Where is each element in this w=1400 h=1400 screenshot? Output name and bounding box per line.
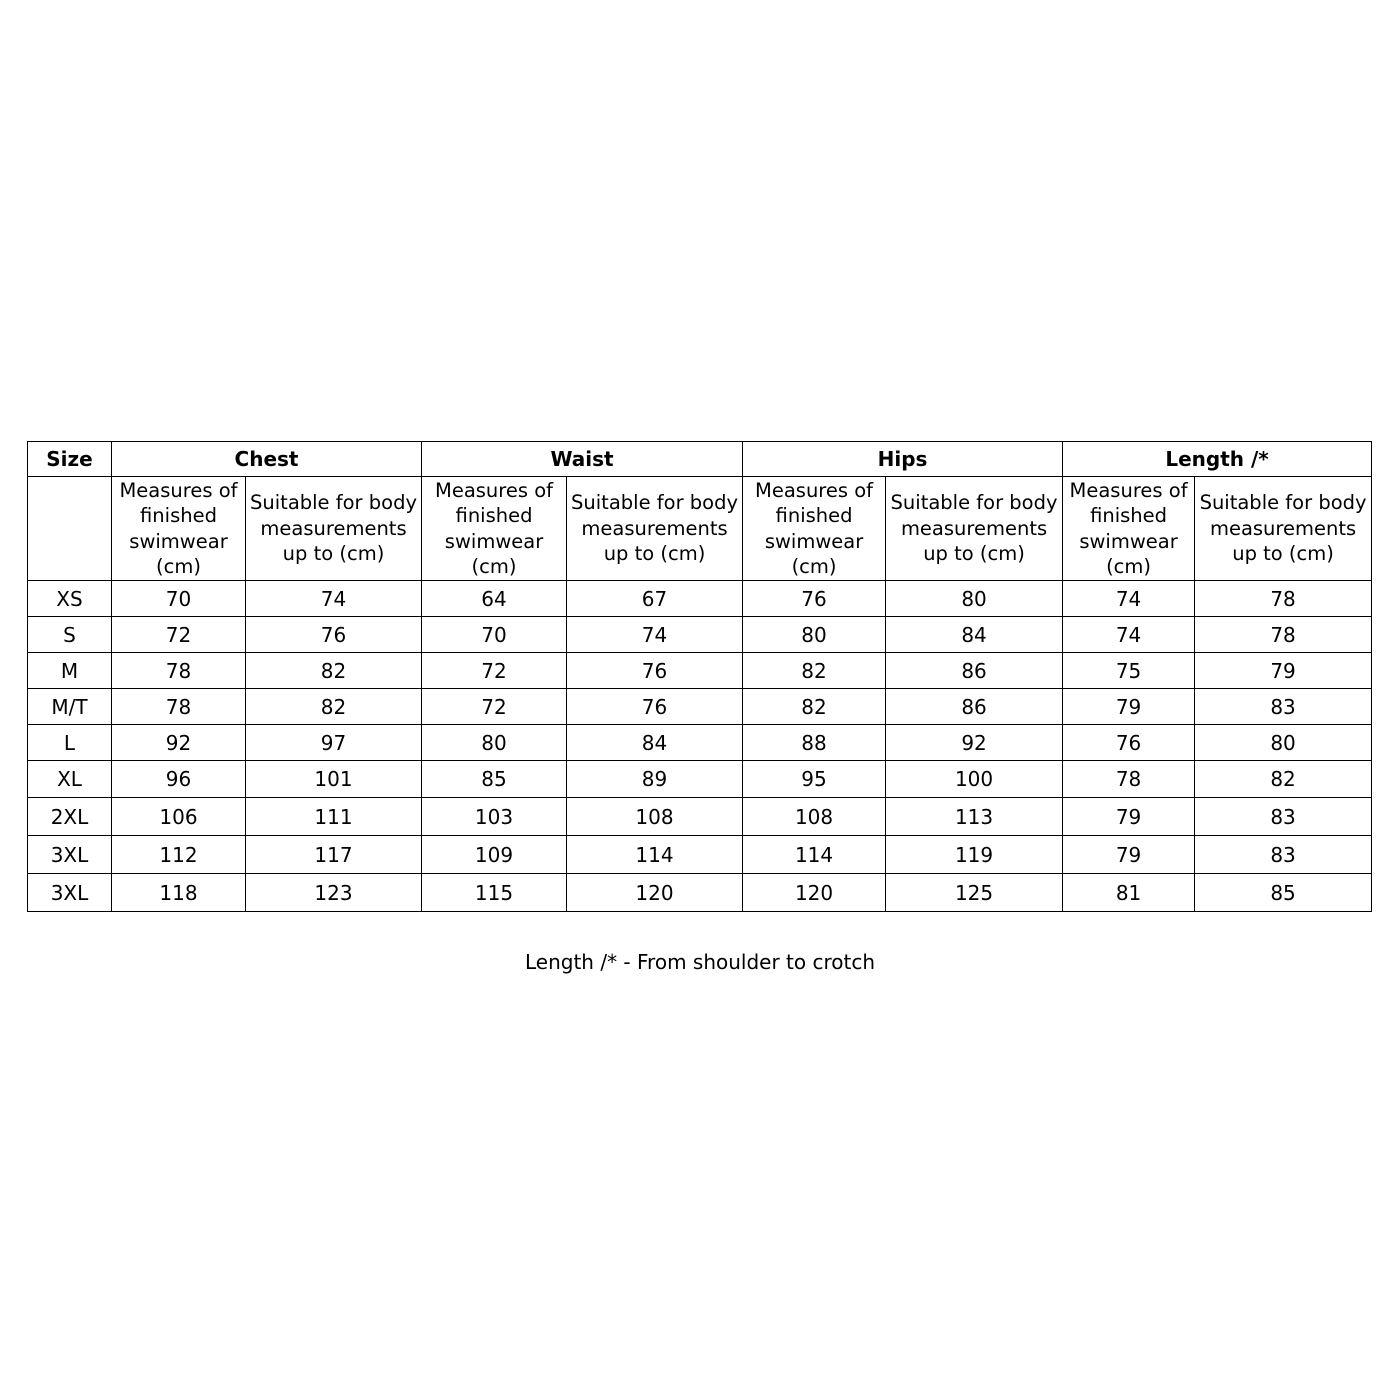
chest-header: Chest — [112, 442, 422, 477]
value-cell: 82 — [743, 689, 886, 725]
value-cell: 84 — [567, 725, 743, 761]
table-row — [28, 761, 1372, 798]
value-cell: 67 — [567, 581, 743, 617]
value-cell: 123 — [246, 874, 422, 912]
value-cell: 118 — [112, 874, 246, 912]
table-row — [28, 617, 1372, 653]
value-cell: 72 — [422, 653, 567, 689]
size-header: Size — [28, 442, 112, 477]
size-cell: 3XL — [28, 874, 112, 912]
value-cell: 82 — [1195, 761, 1372, 798]
length-header: Length /* — [1063, 442, 1372, 477]
value-cell: 70 — [112, 581, 246, 617]
value-cell: 76 — [743, 581, 886, 617]
value-cell: 72 — [422, 689, 567, 725]
value-cell: 119 — [886, 836, 1063, 874]
table-row — [28, 874, 1372, 912]
size-cell: 3XL — [28, 836, 112, 874]
value-cell: 64 — [422, 581, 567, 617]
value-cell: 103 — [422, 798, 567, 836]
value-cell: 76 — [246, 617, 422, 653]
value-cell: 78 — [112, 689, 246, 725]
value-cell: 112 — [112, 836, 246, 874]
value-cell: 108 — [567, 798, 743, 836]
value-cell: 80 — [422, 725, 567, 761]
value-cell: 85 — [1195, 874, 1372, 912]
footnote: Length /* - From shoulder to crotch — [524, 950, 876, 974]
value-cell: 115 — [422, 874, 567, 912]
value-cell: 92 — [886, 725, 1063, 761]
waist-header: Waist — [422, 442, 743, 477]
size-cell: M — [28, 653, 112, 689]
value-cell: 80 — [886, 581, 1063, 617]
value-cell: 97 — [246, 725, 422, 761]
value-cell: 83 — [1195, 689, 1372, 725]
value-cell: 70 — [422, 617, 567, 653]
size-cell: XL — [28, 761, 112, 798]
size-cell: S — [28, 617, 112, 653]
value-cell: 79 — [1063, 798, 1195, 836]
value-cell: 109 — [422, 836, 567, 874]
hips-header: Hips — [743, 442, 1063, 477]
value-cell: 76 — [1063, 725, 1195, 761]
size-chart-table — [27, 441, 1372, 912]
chest-measures-subheader: Measures of finished swimwear (cm) — [112, 477, 246, 581]
value-cell: 82 — [743, 653, 886, 689]
value-cell: 92 — [112, 725, 246, 761]
value-cell: 83 — [1195, 836, 1372, 874]
value-cell: 106 — [112, 798, 246, 836]
table-row — [28, 653, 1372, 689]
value-cell: 76 — [567, 689, 743, 725]
value-cell: 82 — [246, 653, 422, 689]
empty-size-subheader — [28, 477, 112, 581]
value-cell: 74 — [1063, 581, 1195, 617]
size-cell: M/T — [28, 689, 112, 725]
value-cell: 78 — [112, 653, 246, 689]
value-cell: 78 — [1195, 617, 1372, 653]
value-cell: 117 — [246, 836, 422, 874]
value-cell: 125 — [886, 874, 1063, 912]
value-cell: 113 — [886, 798, 1063, 836]
length-measures-subheader: Measures of finished swimwear (cm) — [1063, 477, 1195, 581]
value-cell: 79 — [1063, 689, 1195, 725]
value-cell: 84 — [886, 617, 1063, 653]
value-cell: 114 — [567, 836, 743, 874]
table-row — [28, 836, 1372, 874]
value-cell: 78 — [1195, 581, 1372, 617]
value-cell: 120 — [743, 874, 886, 912]
value-cell: 100 — [886, 761, 1063, 798]
value-cell: 120 — [567, 874, 743, 912]
value-cell: 79 — [1195, 653, 1372, 689]
value-cell: 80 — [1195, 725, 1372, 761]
chest-suitable-subheader: Suitable for body measurements up to (cm) — [246, 477, 422, 581]
value-cell: 79 — [1063, 836, 1195, 874]
value-cell: 89 — [567, 761, 743, 798]
waist-measures-subheader: Measures of finished swimwear (cm) — [422, 477, 567, 581]
value-cell: 75 — [1063, 653, 1195, 689]
value-cell: 114 — [743, 836, 886, 874]
value-cell: 74 — [567, 617, 743, 653]
value-cell: 86 — [886, 653, 1063, 689]
value-cell: 76 — [567, 653, 743, 689]
table-body — [28, 581, 1372, 912]
value-cell: 83 — [1195, 798, 1372, 836]
value-cell: 74 — [246, 581, 422, 617]
value-cell: 111 — [246, 798, 422, 836]
value-cell: 85 — [422, 761, 567, 798]
waist-suitable-subheader: Suitable for body measurements up to (cm) — [567, 477, 743, 581]
table-row — [28, 689, 1372, 725]
size-cell: L — [28, 725, 112, 761]
value-cell: 88 — [743, 725, 886, 761]
value-cell: 72 — [112, 617, 246, 653]
hips-measures-subheader: Measures of finished swimwear (cm) — [743, 477, 886, 581]
table-row — [28, 581, 1372, 617]
value-cell: 80 — [743, 617, 886, 653]
value-cell: 101 — [246, 761, 422, 798]
size-cell: 2XL — [28, 798, 112, 836]
value-cell: 78 — [1063, 761, 1195, 798]
table-row — [28, 725, 1372, 761]
value-cell: 81 — [1063, 874, 1195, 912]
hips-suitable-subheader: Suitable for body measurements up to (cm) — [886, 477, 1063, 581]
length-suitable-subheader: Suitable for body measurements up to (cm) — [1195, 477, 1372, 581]
table-row — [28, 798, 1372, 836]
value-cell: 82 — [246, 689, 422, 725]
size-cell: XS — [28, 581, 112, 617]
value-cell: 108 — [743, 798, 886, 836]
value-cell: 96 — [112, 761, 246, 798]
value-cell: 95 — [743, 761, 886, 798]
value-cell: 86 — [886, 689, 1063, 725]
value-cell: 74 — [1063, 617, 1195, 653]
